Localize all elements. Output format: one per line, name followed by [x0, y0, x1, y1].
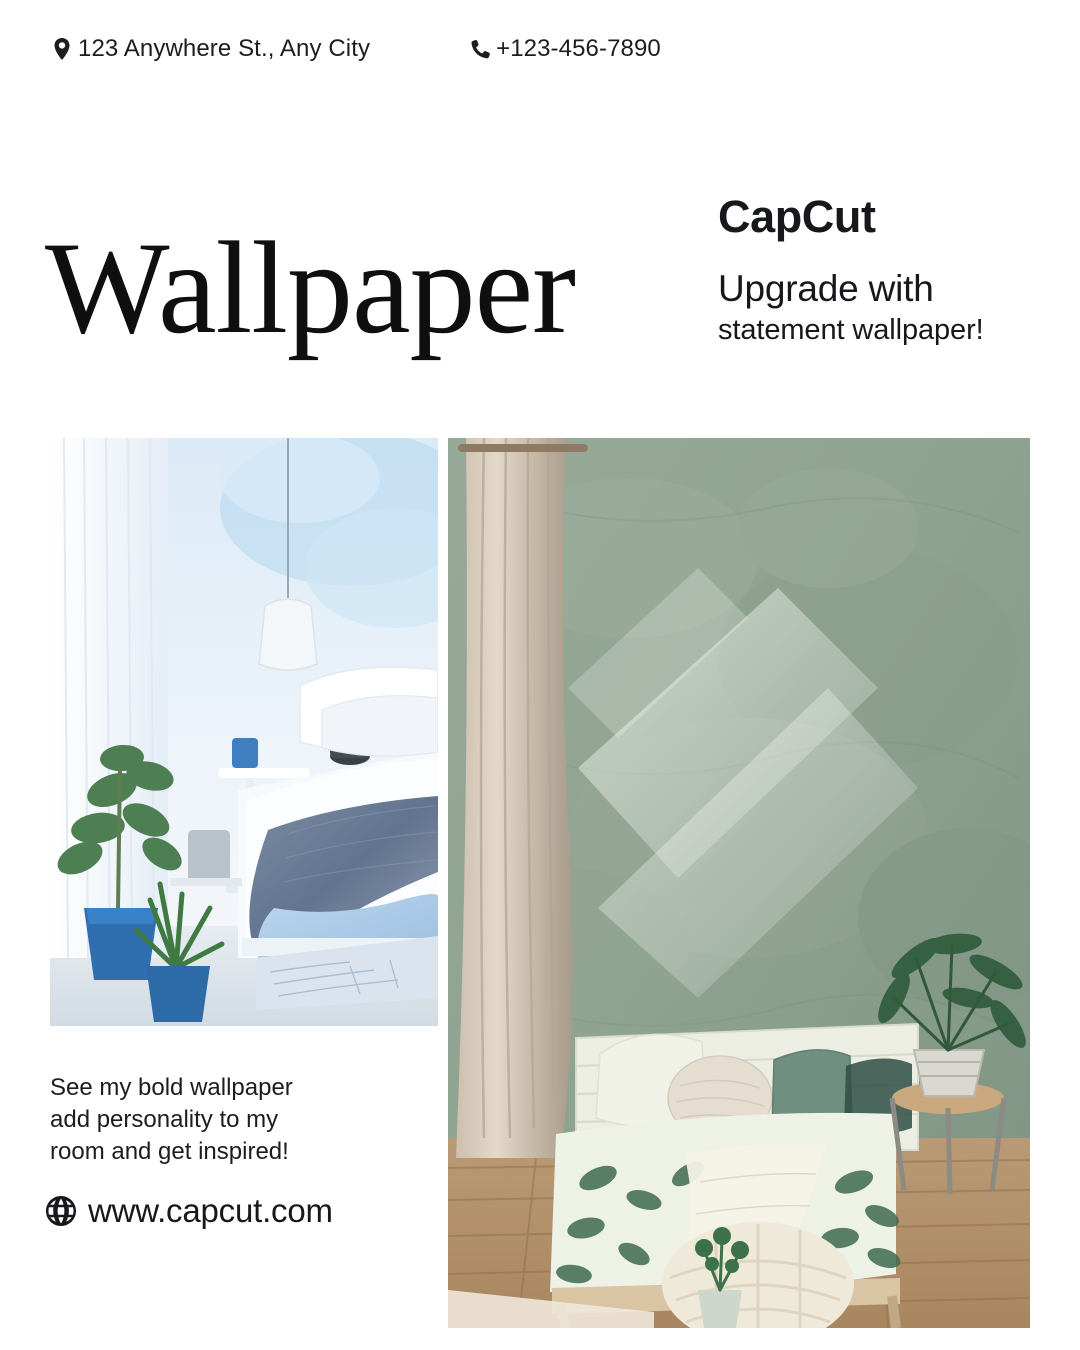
contact-row [52, 36, 661, 62]
address-text: 123 Anywhere St., Any City [78, 35, 371, 62]
phone-text: +123-456-7890 [496, 35, 661, 62]
location-pin-icon [52, 36, 72, 62]
photo-bedroom-white [50, 438, 438, 1026]
globe-icon [46, 1196, 76, 1226]
caption-line-2: add personality to my [50, 1106, 279, 1133]
caption-line-3: room and get inspired! [50, 1138, 289, 1165]
brand-block [718, 190, 1038, 348]
phone-item [470, 36, 661, 62]
address-item [52, 36, 370, 62]
headline-block [45, 214, 705, 361]
page-title: Wallpaper [45, 214, 576, 361]
phone-icon [470, 36, 490, 62]
brand-name: CapCut [718, 191, 876, 242]
caption-line-1: See my bold wallpaper [50, 1074, 293, 1101]
tagline-secondary: statement wallpaper! [718, 314, 984, 346]
photo-bedroom-green [448, 438, 1030, 1328]
website-url[interactable]: www.capcut.com [88, 1192, 333, 1229]
caption-text [50, 1072, 380, 1168]
tagline-primary: Upgrade with [718, 268, 934, 309]
website-row[interactable] [46, 1192, 333, 1230]
